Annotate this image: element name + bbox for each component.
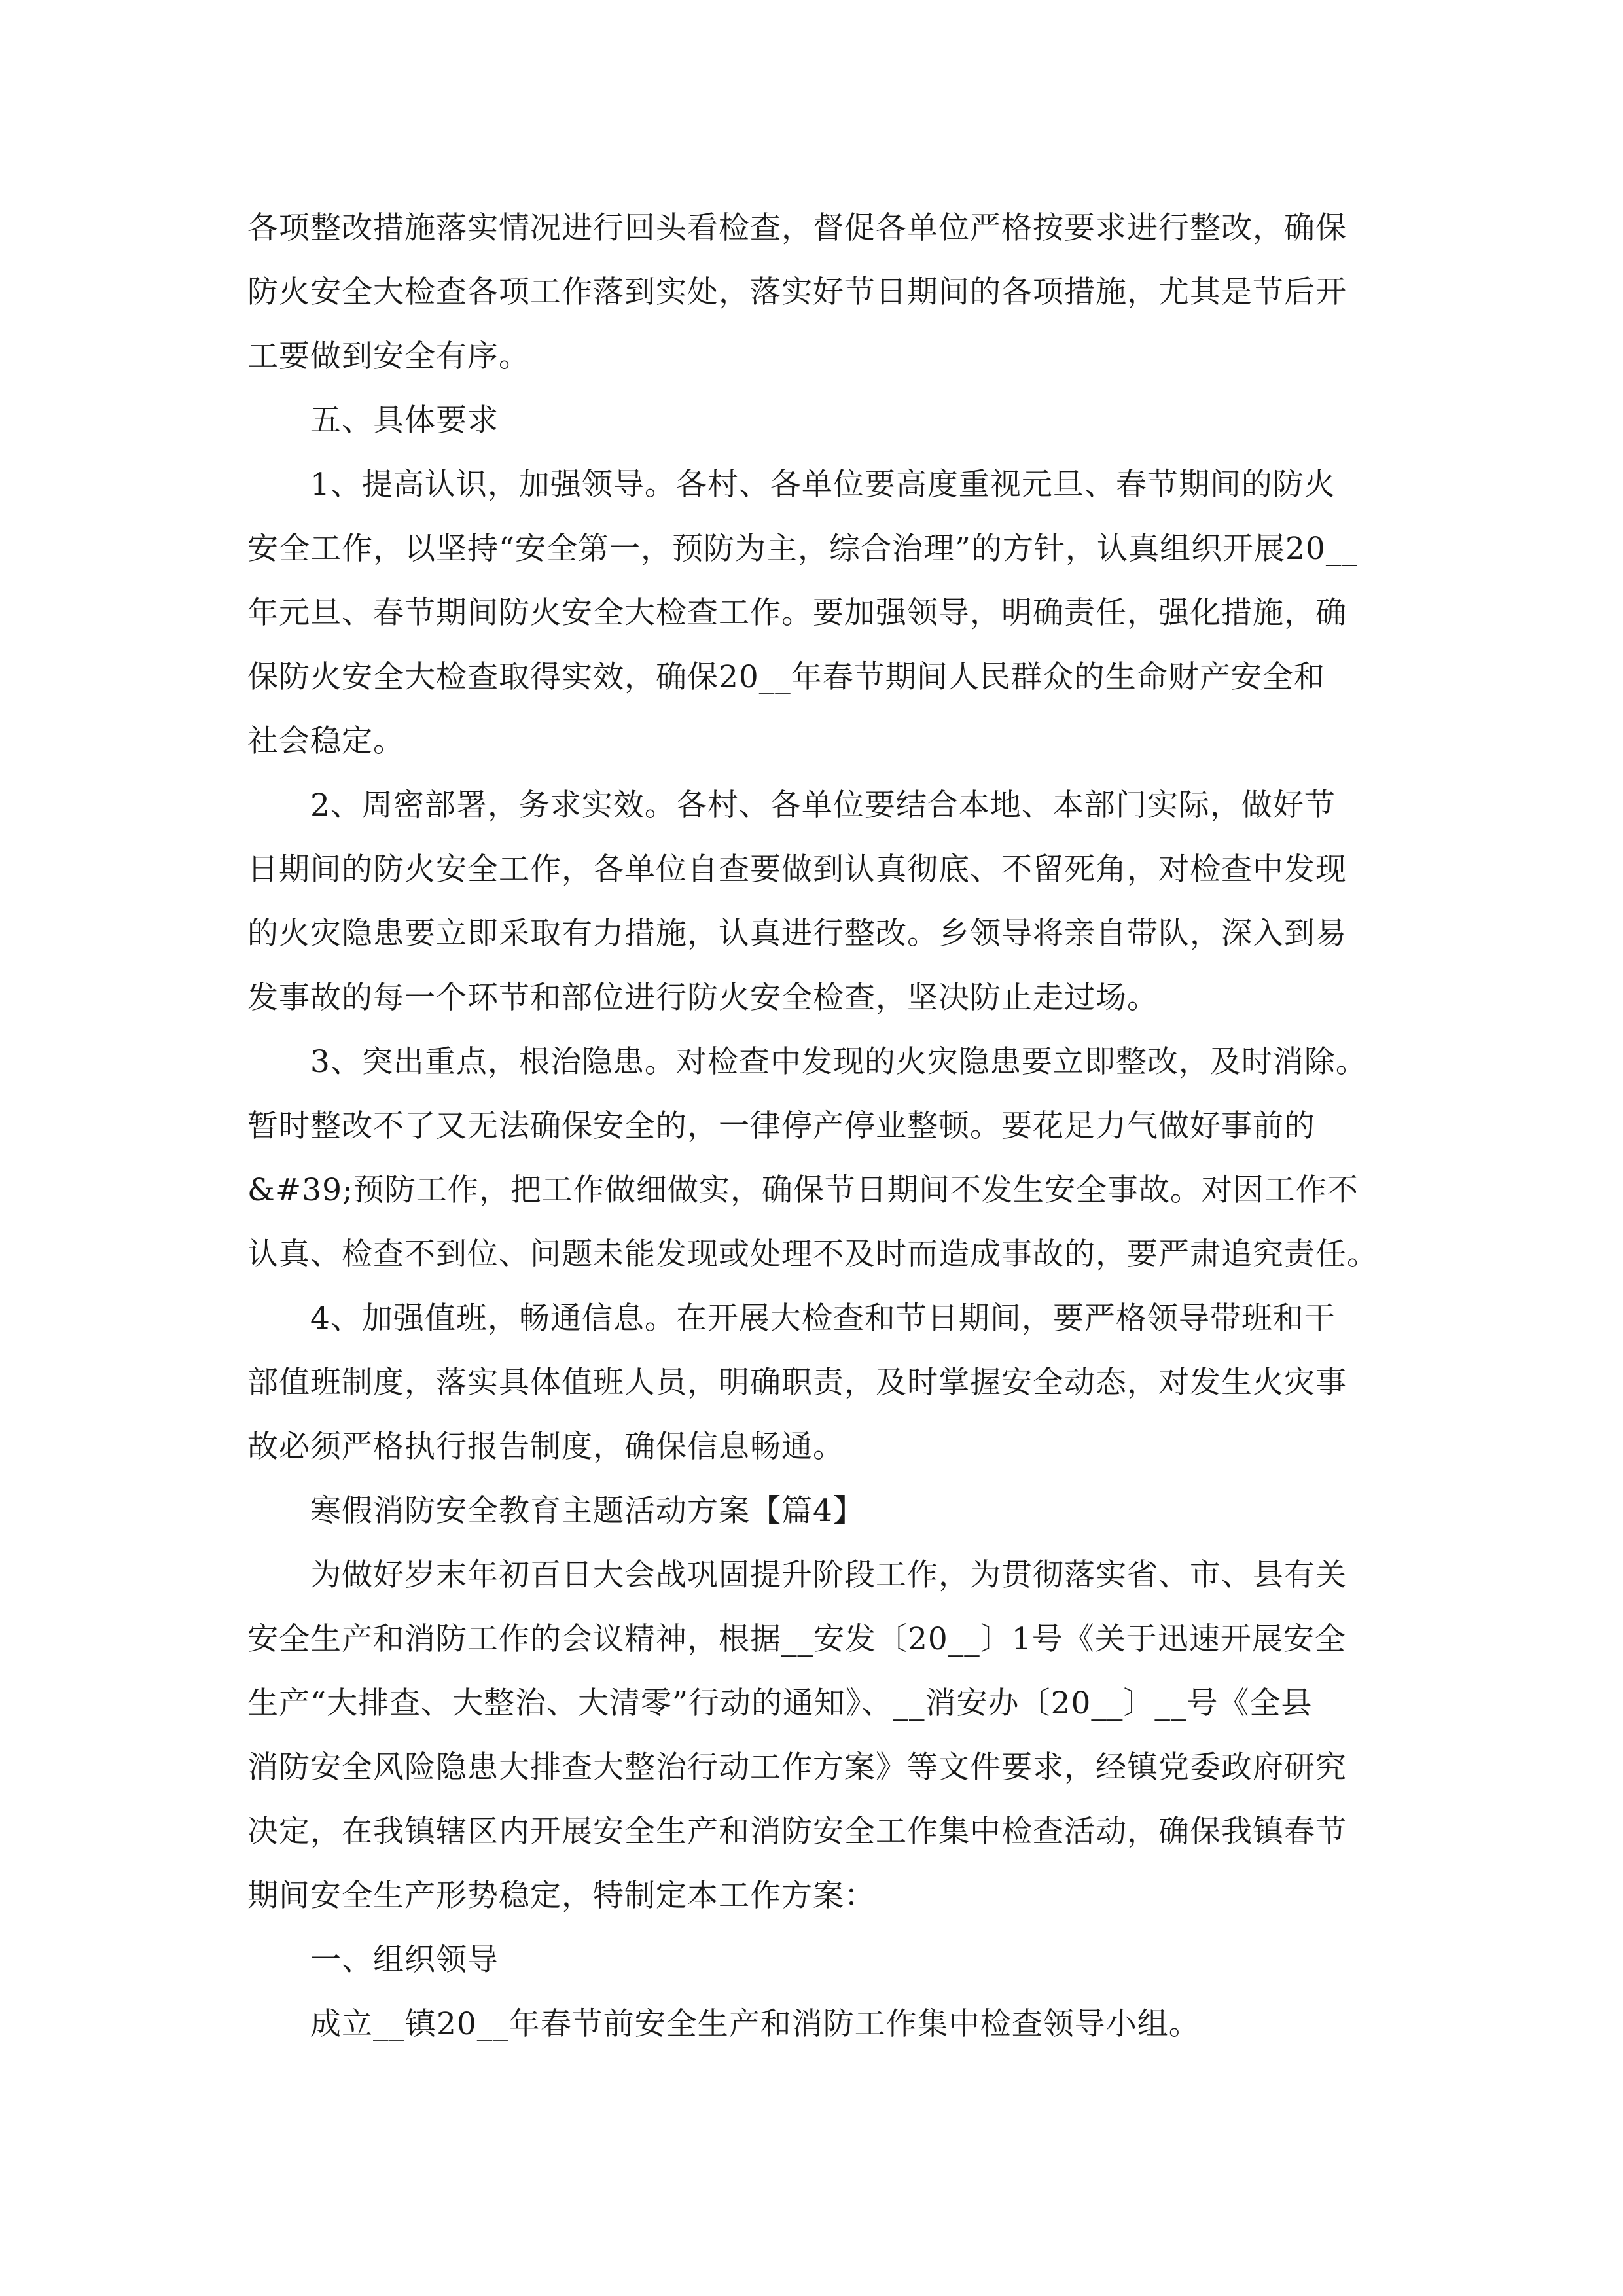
paragraph-first-line: 寒假消防安全教育主题活动方案【篇4】 [310,1493,865,1529]
text-line: 各项整改措施落实情况进行回头看检查，督促各单位严格按要求进行整改，确保 [247,210,1347,246]
text-line: 的火灾隐患要立即采取有力措施，认真进行整改。乡领导将亲自带队，深入到易 [247,916,1347,952]
text-line: &#39;预防工作，把工作做细做实，确保节日期间不发生安全事故。对因工作不 [247,1172,1359,1208]
paragraph-first-line: 4、加强值班，畅通信息。在开展大检查和节日期间，要严格领导带班和干 [310,1300,1336,1336]
text-line: 年元旦、春节期间防火安全大检查工作。要加强领导，明确责任，强化措施，确 [247,595,1347,631]
text-line: 防火安全大检查各项工作落到实处，落实好节日期间的各项措施，尤其是节后开 [247,274,1347,310]
text-line: 决定，在我镇辖区内开展安全生产和消防安全工作集中检查活动，确保我镇春节 [247,1814,1347,1850]
text-line: 部值班制度，落实具体值班人员，明确职责，及时掌握安全动态，对发生火灾事 [247,1365,1347,1401]
paragraph-first-line: 2、周密部署，务求实效。各村、各单位要结合本地、本部门实际，做好节 [310,787,1336,823]
text-line: 暂时整改不了又无法确保安全的，一律停产停业整顿。要花足力气做好事前的 [247,1108,1315,1144]
paragraph-first-line: 成立__镇20__年春节前安全生产和消防工作集中检查领导小组。 [310,2006,1200,2042]
paragraph-first-line: 1、提高认识，加强领导。各村、各单位要高度重视元旦、春节期间的防火 [310,467,1336,503]
text-line: 安全生产和消防工作的会议精神，根据__安发〔20__〕1号《关于迅速开展安全 [247,1621,1346,1657]
text-line: 工要做到安全有序。 [247,338,530,374]
text-line: 社会稳定。 [247,723,404,759]
paragraph-first-line: 一、组织领导 [310,1942,499,1978]
text-line: 发事故的每一个环节和部位进行防火安全检查，坚决防止走过场。 [247,980,1158,1016]
text-line: 生产“大排查、大整治、大清零”行动的通知》、__消安办〔20__〕__号《全县 [247,1685,1313,1721]
text-line: 保防火安全大检查取得实效，确保20__年春节期间人民群众的生命财产安全和 [247,659,1325,695]
text-line: 期间安全生产形势稳定，特制定本工作方案： [247,1878,876,1914]
paragraph-first-line: 五、具体要求 [310,403,499,439]
text-line: 安全工作，以坚持“安全第一，预防为主，综合治理”的方针，认真组织开展20__ [247,531,1358,567]
document-page [247,196,1386,2056]
text-line: 认真、检查不到位、问题未能发现或处理不及时而造成事故的，要严肃追究责任。 [247,1236,1378,1272]
paragraph-first-line: 为做好岁末年初百日大会战巩固提升阶段工作，为贯彻落实省、市、县有关 [310,1557,1347,1593]
paragraph-first-line: 3、突出重点，根治隐患。对检查中发现的火灾隐患要立即整改，及时消除。 [310,1044,1367,1080]
text-line: 日期间的防火安全工作，各单位自查要做到认真彻底、不留死角，对检查中发现 [247,852,1347,888]
text-line: 消防安全风险隐患大排查大整治行动工作方案》等文件要求，经镇党委政府研究 [247,1749,1347,1785]
text-line: 故必须严格执行报告制度，确保信息畅通。 [247,1429,844,1465]
